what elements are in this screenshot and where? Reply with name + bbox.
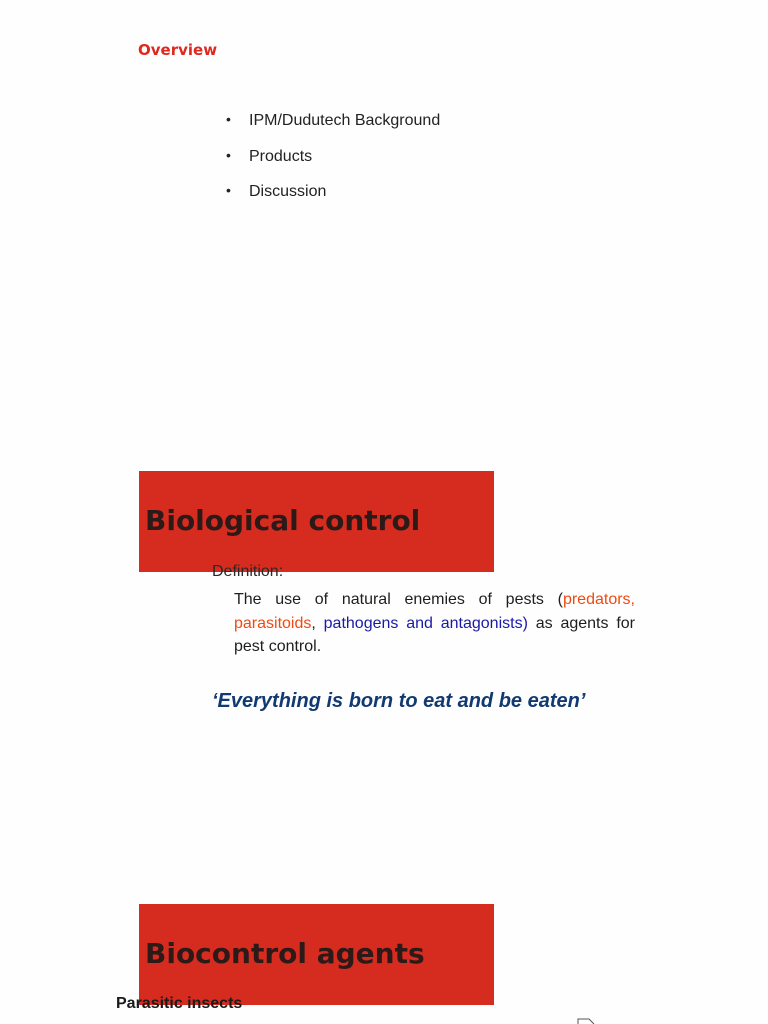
- bullet-icon: •: [226, 146, 231, 163]
- biological-control-heading: Biological control: [145, 504, 421, 537]
- list-item: [226, 146, 440, 168]
- list-item-label: IPM/Dudutech Background: [249, 112, 441, 129]
- overview-title: Overview: [138, 41, 218, 59]
- list-item-label: Discussion: [249, 183, 327, 200]
- biocontrol-agents-heading: Biocontrol agents: [145, 937, 425, 970]
- definition-part1: The use of natural enemies of pests (: [234, 591, 563, 608]
- document-icon: [577, 1018, 595, 1024]
- list-item: [226, 110, 440, 132]
- bullet-icon: •: [226, 182, 231, 198]
- bullet-icon: •: [226, 111, 231, 127]
- definition-part2: as agents for pest control.: [234, 614, 635, 655]
- list-item-label: Products: [249, 147, 313, 165]
- definition-label: Definition:: [212, 563, 284, 580]
- parasitoids-term: parasitoids: [234, 614, 312, 632]
- definition-text: [234, 588, 635, 659]
- quote-text: ‘Everything is born to eat and be eaten’: [212, 690, 586, 712]
- parasitic-insects-label: Parasitic insects: [116, 995, 243, 1012]
- list-item: [226, 181, 440, 203]
- overview-list: [226, 110, 440, 217]
- definition-comma: ,: [311, 614, 324, 632]
- predators-term: predators,: [562, 591, 635, 608]
- pathogens-term: pathogens and antagonists): [323, 614, 528, 632]
